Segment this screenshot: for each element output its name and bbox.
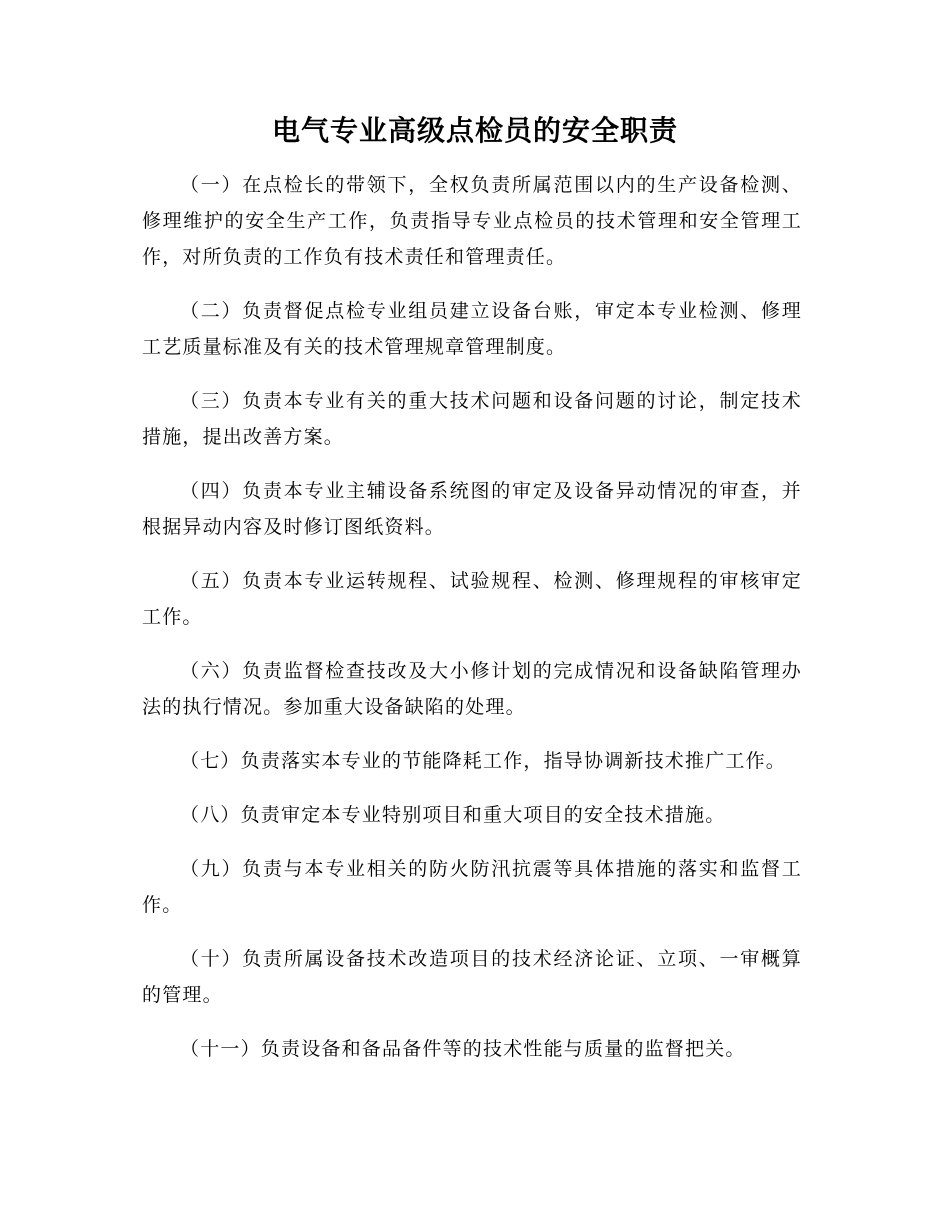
paragraph-11: （十一）负责设备和备品备件等的技术性能与质量的监督把关。 [180,1038,746,1060]
paragraph-4: （四）负责本专业主辅设备系统图的审定及设备异动情况的审查，并根据异动内容及时修订图纸资料。 [142,480,802,538]
paragraph-2: （二）负责督促点检专业组员建立设备台账，审定本专业检测、修理工艺质量标准及有关的技术管理规章管理制度。 [142,300,802,358]
paragraph-5: （五）负责本专业运转规程、试验规程、检测、修理规程的审核审定工作。 [142,570,802,628]
paragraph-1: （一）在点检长的带领下，全权负责所属范围以内的生产设备检测、修理维护的安全生产工作，负责指导专业点检员的技术管理和安全管理工作，对所负责的工作负有技术责任和管理责任。 [142,174,802,268]
paragraph-7: （七）负责落实本专业的节能降耗工作，指导协调新技术推广工作。 [180,750,787,772]
paragraph-3: （三）负责本专业有关的重大技术问题和设备问题的讨论，制定技术措施，提出改善方案。 [142,390,802,448]
paragraph-10: （十）负责所属设备技术改造项目的技术经济论证、立项、一审概算的管理。 [142,948,802,1006]
document-title: 电气专业高级点检员的安全职责 [271,114,678,147]
document-body [142,167,802,1085]
paragraph-8: （八）负责审定本专业特别项目和重大项目的安全技术措施。 [180,804,726,826]
paragraph-6: （六）负责监督检查技改及大小修计划的完成情况和设备缺陷管理办法的执行情况。参加重大设备缺陷的处理。 [142,660,802,718]
paragraph-9: （九）负责与本专业相关的防火防汛抗震等具体措施的落实和监督工作。 [142,858,802,916]
